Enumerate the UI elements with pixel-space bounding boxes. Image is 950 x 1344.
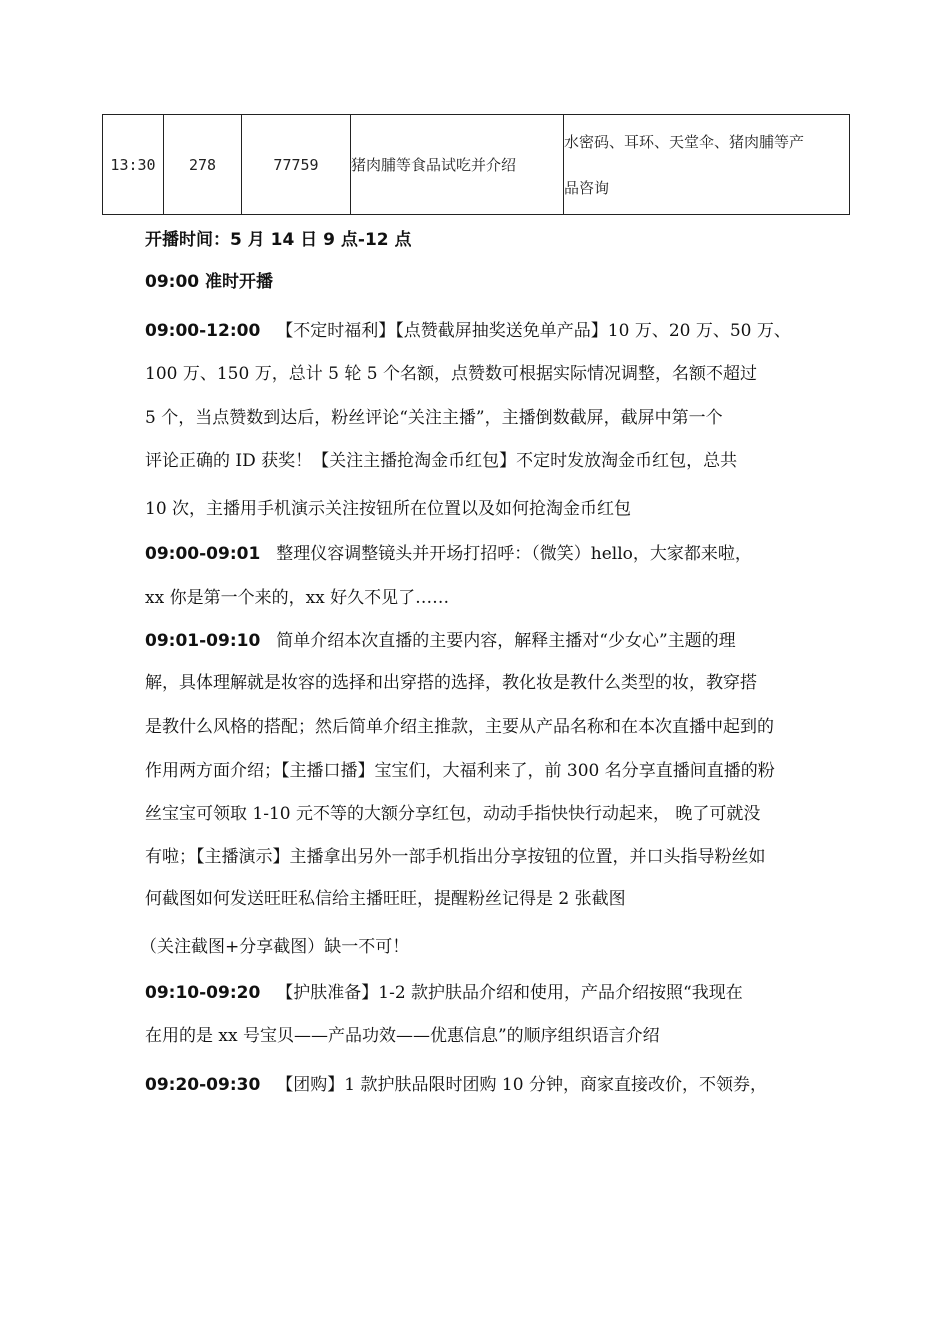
schedule-line bbox=[145, 983, 743, 1003]
schedule-line: 100 万、150 万，总计 5 轮 5 个名额，点赞数可根据实际情况调整，名额不超过 bbox=[145, 364, 757, 384]
time-range: 09:01-09:10 bbox=[145, 631, 261, 651]
schedule-line: 何截图如何发送旺旺私信给主播旺旺，提醒粉丝记得是 2 张截图 bbox=[145, 889, 626, 909]
schedule-line: 在用的是 xx 号宝贝——产品功效——优惠信息”的顺序组织语言介绍 bbox=[145, 1026, 660, 1046]
table-row bbox=[103, 115, 850, 215]
time-range: 09:00-12:00 bbox=[145, 321, 261, 341]
schedule-line: 10 次，主播用手机演示关注按钮所在位置以及如何抢淘金币红包 bbox=[145, 499, 632, 519]
start-heading: 09:00 准时开播 bbox=[145, 272, 274, 292]
schedule-line: 解，具体理解就是妆容的选择和出穿搭的选择，教化妆是教什么类型的妆，教穿搭 bbox=[145, 673, 757, 693]
line-text: 【团购】1 款护肤品限时团购 10 分钟，商家直接改价，不领券， bbox=[276, 1075, 767, 1095]
cell-consult bbox=[564, 115, 850, 215]
time-range: 09:10-09:20 bbox=[145, 983, 261, 1003]
cell-likes: 77759 bbox=[242, 115, 351, 215]
schedule-table bbox=[102, 114, 850, 215]
time-range: 09:00-09:01 bbox=[145, 544, 261, 564]
schedule-line: xx 你是第一个来的，xx 好久不见了…… bbox=[145, 588, 450, 608]
line-text: 【护肤准备】1-2 款护肤品介绍和使用，产品介绍按照“我现在 bbox=[276, 983, 743, 1003]
schedule-line: （关注截图+分享截图）缺一不可！ bbox=[140, 937, 410, 957]
schedule-line bbox=[145, 321, 791, 341]
line-text: 【不定时福利】【点赞截屏抽奖送免单产品】10 万、20 万、50 万、 bbox=[276, 321, 791, 341]
line-text: 简单介绍本次直播的主要内容，解释主播对“少女心”主题的理 bbox=[276, 631, 736, 651]
schedule-line: 评论正确的 ID 获奖！【关注主播抢淘金币红包】不定时发放淘金币红包，总共 bbox=[145, 451, 738, 471]
cell-consult-line2: 品咨询 bbox=[564, 178, 610, 197]
cell-content: 猪肉脯等食品试吃并介绍 bbox=[351, 115, 564, 215]
broadcast-time-heading: 开播时间：5 月 14 日 9 点-12 点 bbox=[145, 230, 412, 250]
schedule-line: 丝宝宝可领取 1-10 元不等的大额分享红包，动动手指快快行动起来， 晚了可就没 bbox=[145, 804, 761, 824]
line-text: 整理仪容调整镜头并开场打招呼：（微笑）hello，大家都来啦， bbox=[276, 544, 752, 564]
time-range: 09:20-09:30 bbox=[145, 1075, 261, 1095]
schedule-line bbox=[145, 631, 736, 651]
schedule-line bbox=[145, 1075, 767, 1095]
schedule-line: 是教什么风格的搭配；然后简单介绍主推款，主要从产品名称和在本次直播中起到的 bbox=[145, 717, 774, 737]
cell-viewers: 278 bbox=[164, 115, 242, 215]
cell-consult-line1: 水密码、耳环、天堂伞、猪肉脯等产 bbox=[564, 132, 805, 151]
schedule-line: 有啦；【主播演示】主播拿出另外一部手机指出分享按钮的位置，并口头指导粉丝如 bbox=[145, 847, 766, 867]
cell-time: 13:30 bbox=[103, 115, 164, 215]
schedule-line bbox=[145, 544, 752, 564]
schedule-line: 5 个，当点赞数到达后，粉丝评论“关注主播”，主播倒数截屏，截屏中第一个 bbox=[145, 408, 723, 428]
schedule-line: 作用两方面介绍；【主播口播】宝宝们，大福利来了，前 300 名分享直播间直播的粉 bbox=[145, 761, 775, 781]
